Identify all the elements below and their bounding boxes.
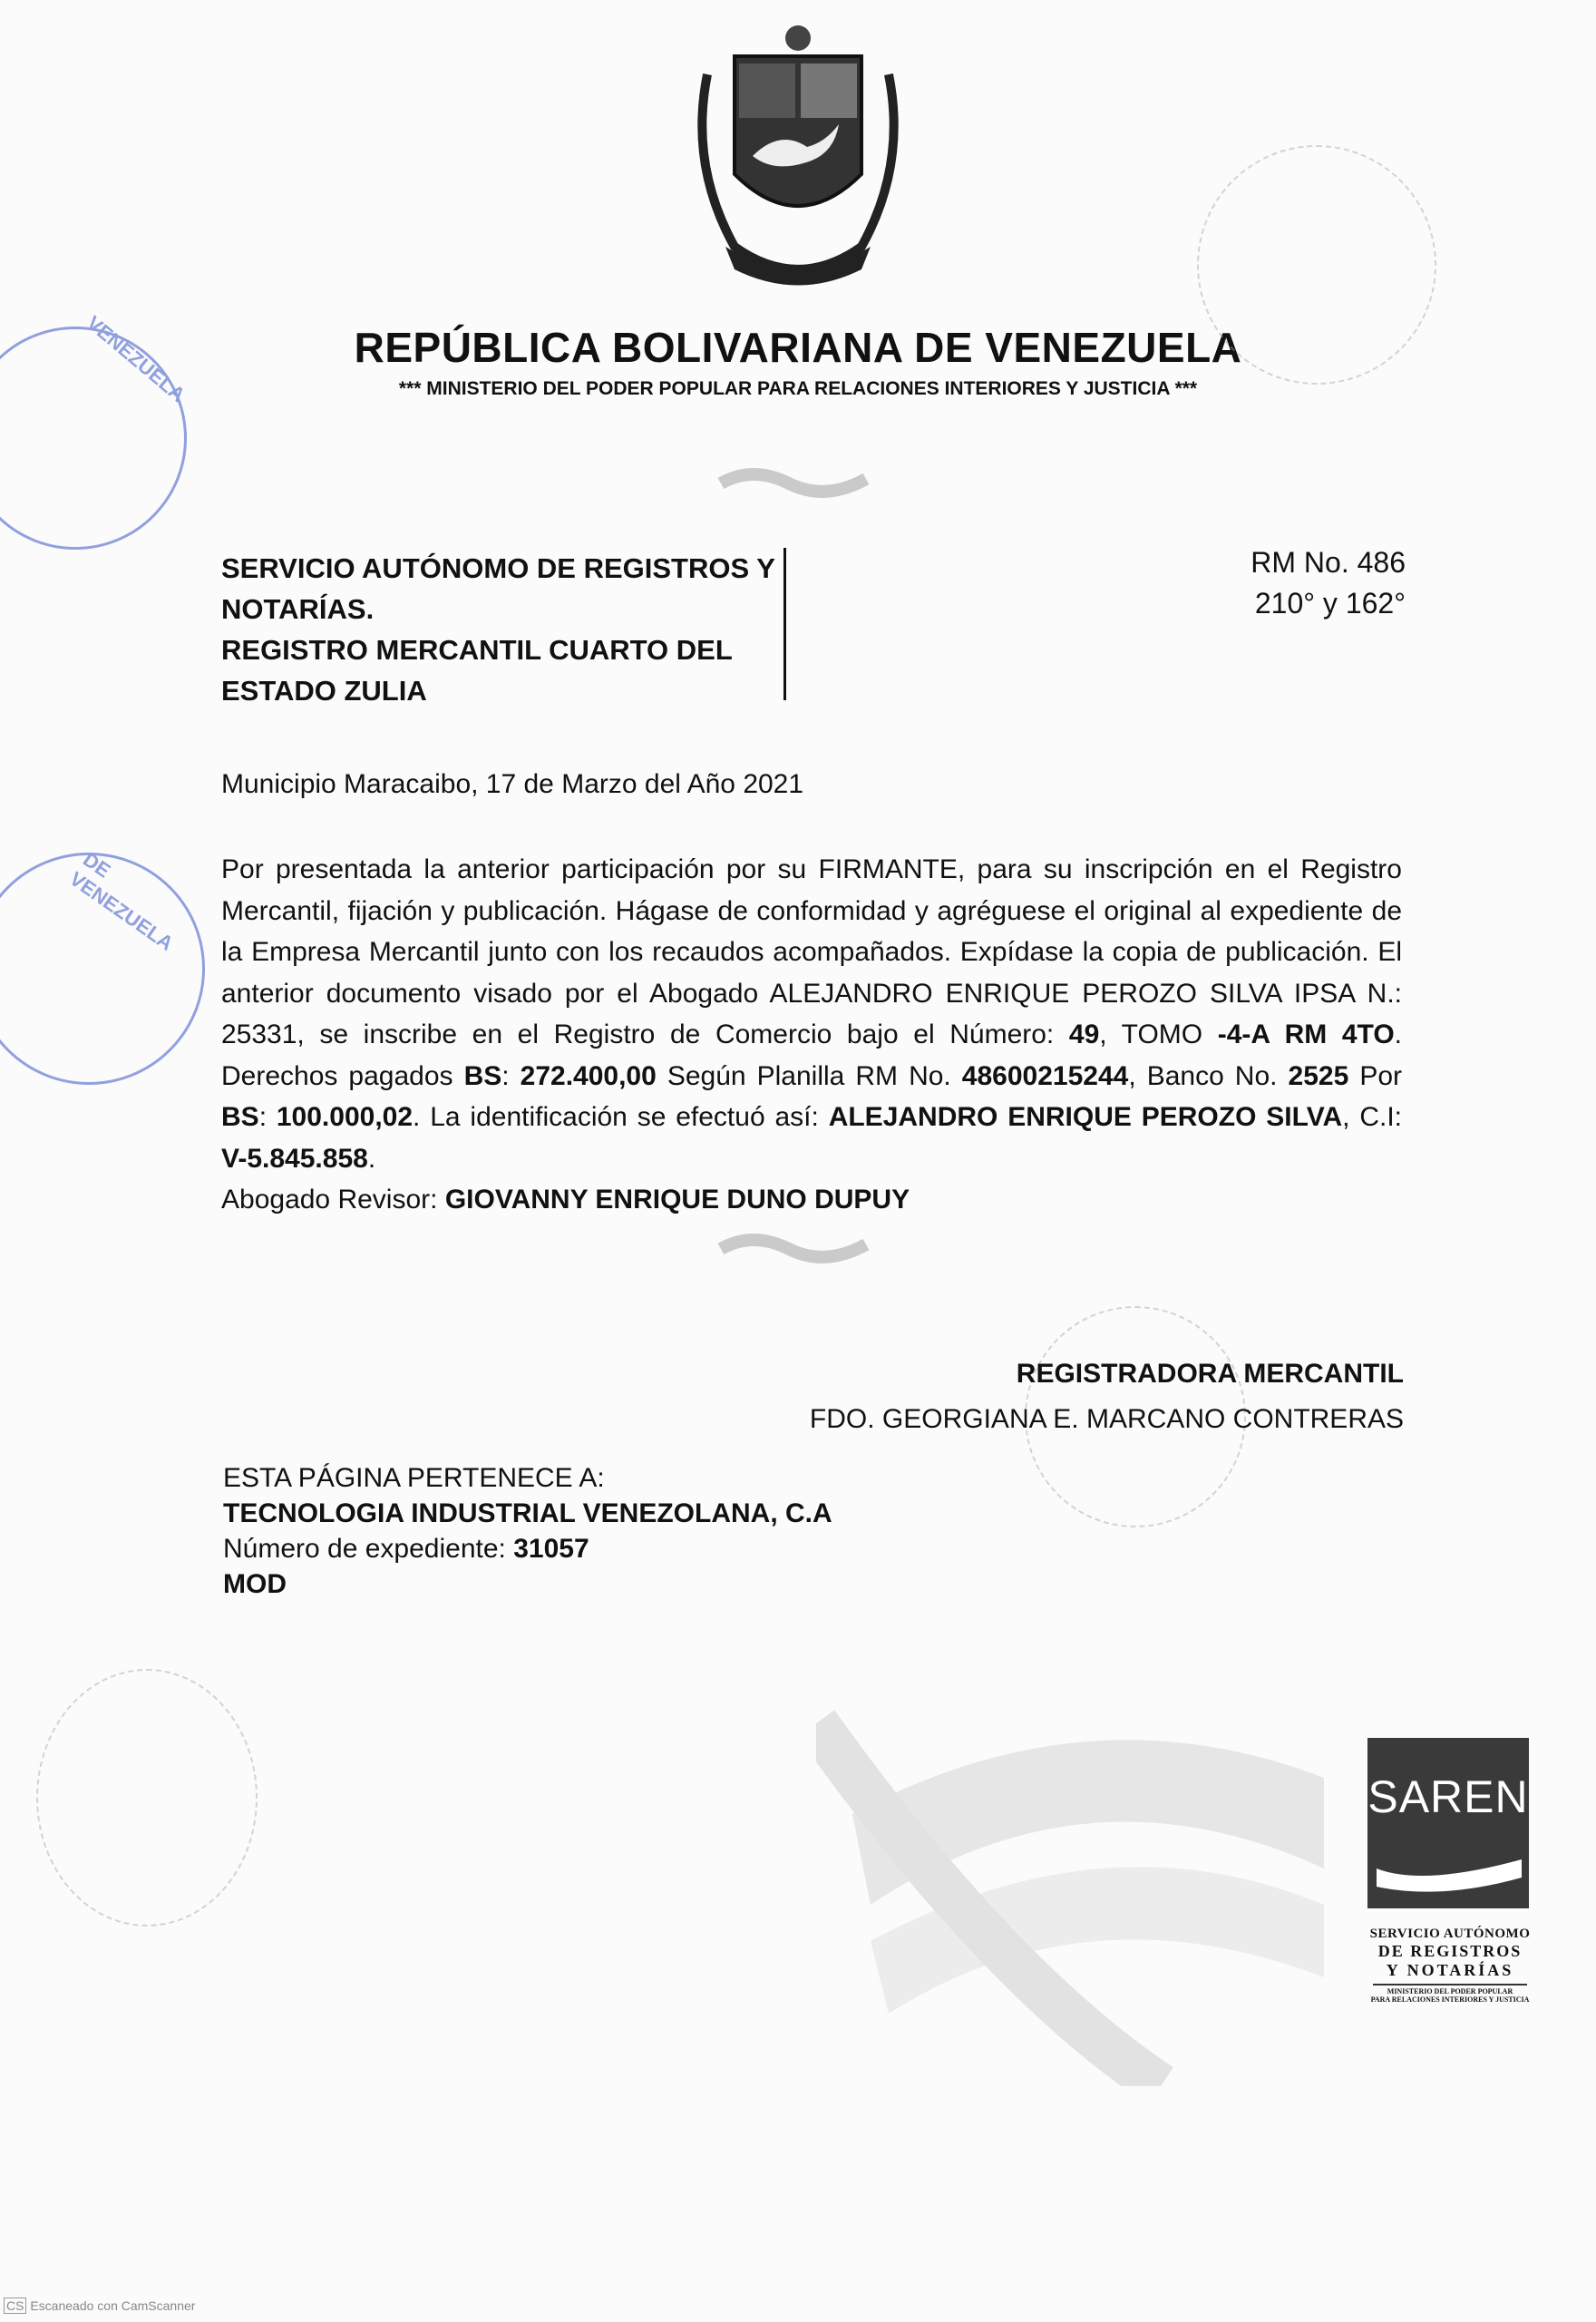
office-line: NOTARÍAS. [221,593,375,625]
office-block [221,548,783,711]
saren-logo-text: SAREN [1367,1771,1529,1822]
stamp-text: VENEZUELA [82,311,190,407]
reviewer-name: GIOVANNY ENRIQUE DUNO DUPUY [444,1185,910,1215]
office-line: REGISTRO MERCANTIL CUARTO DEL [221,634,733,666]
scanner-text: Escaneado con CamScanner [30,2298,196,2313]
body-text: , Banco No. [1128,1060,1289,1091]
id-number: V-5.845.858 [221,1143,368,1174]
reference-block [1179,542,1406,624]
body-text: . Derechos pagados [221,1020,1403,1091]
body-text: . [367,1143,376,1174]
decorative-mark [716,1226,871,1272]
office-line: ESTADO ZULIA [221,675,427,707]
body-text: . La identificación se efectuó así: [413,1102,829,1132]
reviewer-line [221,1185,910,1215]
company-name: TECNOLOGIA INDUSTRIAL VENEZOLANA, C.A [223,1498,832,1528]
office-line: SERVICIO AUTÓNOMO DE REGISTROS Y [221,552,775,584]
registration-paragraph [221,849,1402,1179]
scanner-watermark [4,2298,195,2313]
body-text: : [258,1102,277,1132]
saren-line: SERVICIO AUTÓNOMO [1369,1927,1531,1941]
form-number: 48600215244 [961,1060,1129,1091]
stamp-text: DE VENEZUELA [65,847,178,955]
ownership-label: ESTA PÁGINA PERTENECE A: [223,1463,605,1493]
years-reference: 210° y 162° [1254,587,1406,620]
body-text: Por [1348,1060,1403,1091]
saren-logo-swoosh [1367,1850,1529,1896]
coat-of-arms-emblem [653,20,943,310]
file-label: Número de expediente: [223,1534,514,1564]
registry-stamp-middle-left [0,847,205,1085]
body-text: Por presentada la anterior participación por su FIRMANTE, para su inscripción en el Registro Mercantil, fijación y publicación. Hágase de conformidad y agréguese el original al expediente de la Empresa Mercantil junto con los recaudos acompañados. Expídase la copia de publicación. El anterior documento visado por el Abogado ALEJANDRO ENRIQUE PEROZO SILVA IPSA N.: 25331, se inscribe en el Registro de Comercio bajo el Número: [221,854,1402,1049]
saren-line: PARA RELACIONES INTERIORES Y JUSTICIA [1370,1995,1530,2004]
file-number-line [223,1531,832,1566]
body-text: : [501,1060,521,1091]
reviewer-label: Abogado Revisor: [221,1185,445,1215]
scanner-badge: CS [4,2298,26,2314]
faint-stamp-top-right [1197,145,1436,385]
paid-amount: 100.000,02 [276,1102,414,1132]
rm-number: RM No. 486 [1251,546,1406,579]
ownership-block [223,1460,832,1602]
fees-amount: 272.400,00 [520,1060,657,1091]
registrar-name: FDO. GEORGIANA E. MARCANO CONTRERAS [809,1404,1404,1434]
watermark-graphic [816,1705,1360,2086]
currency-label: BS [221,1102,259,1132]
saren-line: DE REGISTROS [1377,1942,1523,1960]
saren-line: MINISTERIO DEL PODER POPULAR [1387,1987,1513,1995]
register-number: 49 [1068,1020,1100,1049]
bank-number: 2525 [1288,1060,1349,1091]
header-divider [783,548,786,700]
currency-label: BS [463,1060,502,1091]
identified-person: ALEJANDRO ENRIQUE PEROZO SILVA [828,1102,1343,1132]
saren-line: Y NOTARÍAS [1386,1961,1514,1979]
body-text: Según Planilla RM No. [656,1060,962,1091]
country-title: REPÚBLICA BOLIVARIANA DE VENEZUELA [354,324,1242,371]
file-number: 31057 [513,1534,589,1564]
saren-subtitle [1364,1927,1536,2004]
volume: -4-A RM 4TO [1217,1020,1395,1049]
body-text: , TOMO [1099,1020,1218,1049]
body-text: , C.I: [1342,1102,1403,1132]
date-line: Municipio Maracaibo, 17 de Marzo del Año 2021 [221,769,804,799]
signature-block [810,1351,1404,1442]
faint-stamp-bottom-left [36,1669,258,1927]
ministry-subtitle: *** MINISTERIO DEL PODER POPULAR PARA RELACIONES INTERIORES Y JUSTICIA *** [398,378,1198,399]
document-code: MOD [223,1569,287,1599]
decorative-mark [716,461,871,506]
registrar-title: REGISTRADORA MERCANTIL [1016,1359,1404,1389]
